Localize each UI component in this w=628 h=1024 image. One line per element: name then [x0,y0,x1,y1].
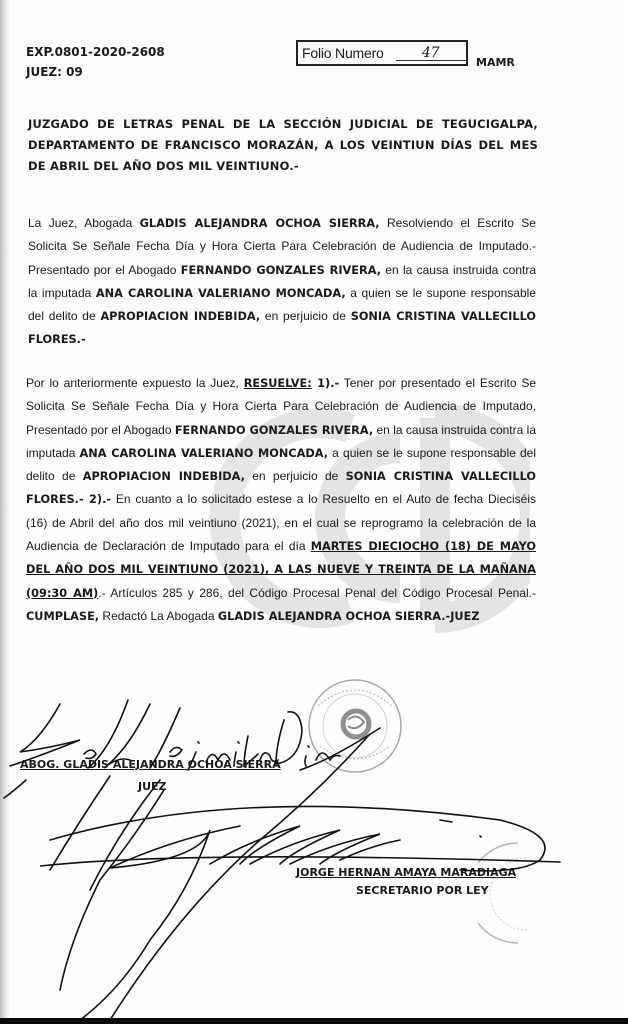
case-header [26,42,165,82]
text: a quien se le supone responsable del delito de [26,445,537,484]
lawyer-name: FERNANDO GONZALES RIVERA, [180,263,381,277]
judge-name: GLADIS ALEJANDRA OCHOA SIERRA, [139,217,380,230]
item-number: 1).- [311,377,340,390]
initials: MAMR [476,56,515,69]
folio-box [296,40,468,66]
text: Tener por presentado el Escrito Se Solicita Se Señale Fecha Día y Hora Cierta Para Celebración de Audiencia de Imputado, Presentado por el Abogado [26,376,537,437]
defendant-name: ANA CAROLINA VALERIANO MONCADA, [79,446,329,460]
secretary-name: JORGE HERNAN AMAYA MARADIAGA [296,866,517,879]
text: en la causa instruida contra la imputada [28,262,536,300]
paragraph-1 [28,212,536,352]
judge-name-signature: ABOG. GLADIS ALEJANDRA OCHOA SIERRA [20,758,281,771]
text: En cuanto a lo solicitado estese a lo Resuelto en el Auto de fecha Dieciséis (16) de Abril del año dos mil veintiuno (2021), en el cual se reprogramo la celebración de la Audiencia de Declaración de Imputado para el día [26,492,536,554]
text: Resolviendo el Escrito Se Solicita Se Señale Fecha Día y Hora Cierta Para Celebración de Audiencia de Imputado.- Presentado por el Abogado [28,216,536,277]
court-heading: JUZGADO DE LETRAS PENAL DE LA SECCIÓN JUDICIAL DE TEGUCIGALPA, DEPARTAMENTO DE FRANCISCO MORAZÁN, A LOS VEINTIUN DÍAS DEL MES DE ABRIL DEL AÑO DOS MIL VEINTIUNO.- [28,117,538,173]
cumplase: CUMPLASE, [26,609,100,623]
text: .- Artículos 285 y 286, del Código Procesal Penal del Código Procesal Penal.- [98,585,537,600]
text: Redactó La Abogada [99,608,218,623]
resuelve-label: RESUELVE: [243,377,312,390]
text: en perjuicio de [260,309,351,324]
lawyer-name: FERNANDO GONZALES RIVERA, [174,423,374,437]
defendant-name: ANA CAROLINA VALERIANO MONCADA, [95,286,346,300]
judge-title: JUEZ [138,780,167,793]
offense: APROPIACION INDEBIDA, [82,470,245,484]
folio-label: Folio Numero [302,45,384,61]
offense: APROPIACION INDEBIDA, [100,310,261,324]
secretary-title: SECRETARIO POR LEY [356,884,489,897]
drafter-name: GLADIS ALEJANDRA OCHOA SIERRA.-JUEZ [217,609,480,623]
text: en perjuicio de [244,469,346,484]
item-number: .- 2).- [74,493,112,507]
folio-number: 47 [396,46,466,61]
hearing-date: MARTES DIECIOCHO (18) DE MAYO DEL AÑO DOS MIL VEINTIUNO (2021), A LAS NUEVE Y TREINTA DE LA MAÑANA (09:30 AM) [26,540,537,600]
victim-name: SONIA CRISTINA VALLECILLO FLORES.- [28,310,536,347]
case-number: EXP.0801-2020-2608 [26,45,165,59]
paragraph-2 [26,372,536,628]
judge-number: JUEZ: 09 [26,65,83,79]
text: en la causa instruida contra la imputada [26,422,536,460]
text: Por lo anteriormente expuesto la Juez, [26,376,244,390]
victim-name: SONIA CRISTINA VALLECILLO FLORES [26,470,536,507]
text: a quien se le supone responsable del delito de [28,285,536,324]
secretary-signature [40,790,600,1024]
scan-bottom-edge [0,1018,628,1024]
text: La Juez, Abogada [28,216,140,230]
